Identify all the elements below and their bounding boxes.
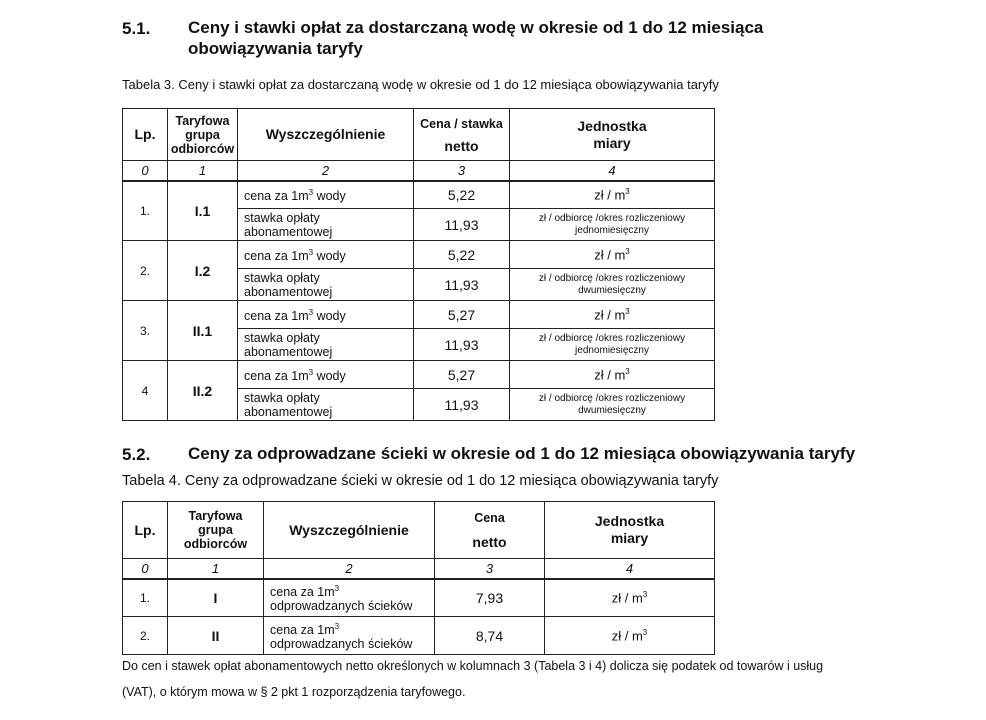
table-3-caption: Tabela 3. Ceny i stawki opłat za dostarczaną wodę w okresie od 1 do 12 miesiąca obowiązywania taryfy bbox=[122, 77, 719, 92]
table-3 bbox=[122, 108, 715, 421]
row-desc: cena za $1m^3$ odprowadzanych ścieków bbox=[264, 617, 435, 655]
header-group-line2: grupa bbox=[185, 127, 220, 142]
index-2: 2 bbox=[264, 559, 435, 579]
row-lp: 1. bbox=[123, 181, 168, 241]
row-water-desc: cena za $1m^3$ wody bbox=[238, 241, 414, 269]
row-fee-price: 11,93 bbox=[414, 329, 510, 361]
index-0: 0 bbox=[123, 559, 168, 579]
row-group: I bbox=[168, 579, 264, 617]
header-unit-line1: Jednostka bbox=[577, 117, 647, 134]
row-water-desc: cena za $1m^3$ wody bbox=[238, 301, 414, 329]
index-1: 1 bbox=[168, 161, 238, 181]
header-desc: Wyszczególnienie bbox=[264, 502, 435, 559]
table-3-index-row bbox=[123, 161, 715, 181]
row-unit: zł / $m^3$ bbox=[545, 579, 715, 617]
row-lp: 3. bbox=[123, 301, 168, 361]
footnote-line2: (VAT), o którym mowa w § 2 pkt 1 rozporządzenia taryfowego. bbox=[122, 685, 466, 699]
section-5-2-title: Ceny za odprowadzane ścieki w okresie od 1 do 12 miesiąca obowiązywania taryfy bbox=[188, 444, 856, 463]
row-water-price: 5,27 bbox=[414, 361, 510, 389]
row-fee-price: 11,93 bbox=[414, 389, 510, 421]
header-group-line3: odbiorców bbox=[183, 537, 248, 551]
header-price-line1: Cena / stawka bbox=[420, 116, 503, 131]
header-lp: Lp. bbox=[123, 109, 168, 161]
row-water-desc: cena za $1m^3$ wody bbox=[238, 181, 414, 209]
row-water-desc: cena za $1m^3$ wody bbox=[238, 361, 414, 389]
row-fee-desc: stawka opłaty abonamentowej bbox=[238, 209, 414, 241]
header-desc: Wyszczególnienie bbox=[238, 109, 414, 161]
row-water-price: 5,22 bbox=[414, 181, 510, 209]
row-unit: zł / $m^3$ bbox=[545, 617, 715, 655]
header-unit-line1: Jednostka bbox=[594, 513, 665, 529]
header-price-line2: netto bbox=[444, 137, 479, 154]
row-fee-unit: zł / odbiorcę /okres rozliczeniowy jednomiesięczny bbox=[510, 329, 715, 361]
header-price bbox=[414, 109, 510, 161]
table-4 bbox=[122, 501, 715, 655]
header-price bbox=[435, 502, 545, 559]
index-0: 0 bbox=[123, 161, 168, 181]
row-fee-desc: stawka opłaty abonamentowej bbox=[238, 389, 414, 421]
row-fee-unit: zł / odbiorcę /okres rozliczeniowy dwumiesięczny bbox=[510, 269, 715, 301]
index-3: 3 bbox=[435, 559, 545, 579]
row-lp: 4 bbox=[123, 361, 168, 421]
index-4: 4 bbox=[545, 559, 715, 579]
row-group: II bbox=[168, 617, 264, 655]
header-unit-line2: miary bbox=[593, 134, 631, 151]
header-price-line2: netto bbox=[472, 534, 507, 550]
section-5-1-title-line1: Ceny i stawki opłat za dostarczaną wodę w okresie od 1 do 12 miesiąca bbox=[188, 18, 764, 37]
row-fee-price: 11,93 bbox=[414, 269, 510, 301]
row-fee-unit: zł / odbiorcę /okres rozliczeniowy jednomiesięczny bbox=[510, 209, 715, 241]
section-5-1-title bbox=[188, 17, 888, 59]
index-2: 2 bbox=[238, 161, 414, 181]
table-4-caption: Tabela 4. Ceny za odprowadzane ścieki w okresie od 1 do 12 miesiąca obowiązywania taryfy bbox=[122, 473, 719, 489]
row-lp: 2. bbox=[123, 617, 168, 655]
header-group-line3: odbiorców bbox=[170, 141, 235, 156]
row-desc: cena za $1m^3$ odprowadzanych ścieków bbox=[264, 579, 435, 617]
section-5-2-number: 5.2. bbox=[122, 445, 151, 464]
row-water-price: 5,27 bbox=[414, 301, 510, 329]
table-row bbox=[123, 361, 715, 389]
table-3-header-row bbox=[123, 109, 715, 161]
table-4-header-row bbox=[123, 502, 715, 559]
header-lp: Lp. bbox=[123, 502, 168, 559]
section-5-1-title-line2: obowiązywania taryfy bbox=[188, 39, 363, 58]
header-price-line1: Cena bbox=[474, 511, 505, 525]
row-fee-price: 11,93 bbox=[414, 209, 510, 241]
row-fee-unit: zł / odbiorcę /okres rozliczeniowy dwumiesięczny bbox=[510, 389, 715, 421]
table-row bbox=[123, 181, 715, 209]
header-unit-line2: miary bbox=[610, 530, 649, 546]
row-water-unit: zł / $m^3$ bbox=[510, 301, 715, 329]
index-3: 3 bbox=[414, 161, 510, 181]
header-group-line1: Taryfowa bbox=[175, 113, 230, 128]
row-group: I.2 bbox=[168, 241, 238, 301]
index-1: 1 bbox=[168, 559, 264, 579]
row-water-unit: zł / $m^3$ bbox=[510, 181, 715, 209]
row-water-price: 5,22 bbox=[414, 241, 510, 269]
row-water-unit: zł / $m^3$ bbox=[510, 241, 715, 269]
row-price: 7,93 bbox=[435, 579, 545, 617]
header-group-line1: Taryfowa bbox=[188, 509, 243, 523]
table-row bbox=[123, 301, 715, 329]
header-group bbox=[168, 502, 264, 559]
header-unit bbox=[545, 502, 715, 559]
row-lp: 1. bbox=[123, 579, 168, 617]
table-row bbox=[123, 579, 715, 617]
row-lp: 2. bbox=[123, 241, 168, 301]
row-fee-desc: stawka opłaty abonamentowej bbox=[238, 269, 414, 301]
table-row bbox=[123, 617, 715, 655]
header-unit bbox=[510, 109, 715, 161]
section-5-1-number: 5.1. bbox=[122, 19, 151, 38]
row-fee-desc: stawka opłaty abonamentowej bbox=[238, 329, 414, 361]
row-water-unit: zł / $m^3$ bbox=[510, 361, 715, 389]
row-group: I.1 bbox=[168, 181, 238, 241]
header-group-line2: grupa bbox=[198, 523, 233, 537]
header-group bbox=[168, 109, 238, 161]
row-group: II.1 bbox=[168, 301, 238, 361]
footnote-line1: Do cen i stawek opłat abonamentowych netto określonych w kolumnach 3 (Tabela 3 i 4) dolicza się podatek od towarów i usług bbox=[122, 659, 824, 673]
table-row bbox=[123, 241, 715, 269]
index-4: 4 bbox=[510, 161, 715, 181]
row-price: 8,74 bbox=[435, 617, 545, 655]
table-4-index-row bbox=[123, 559, 715, 579]
row-group: II.2 bbox=[168, 361, 238, 421]
